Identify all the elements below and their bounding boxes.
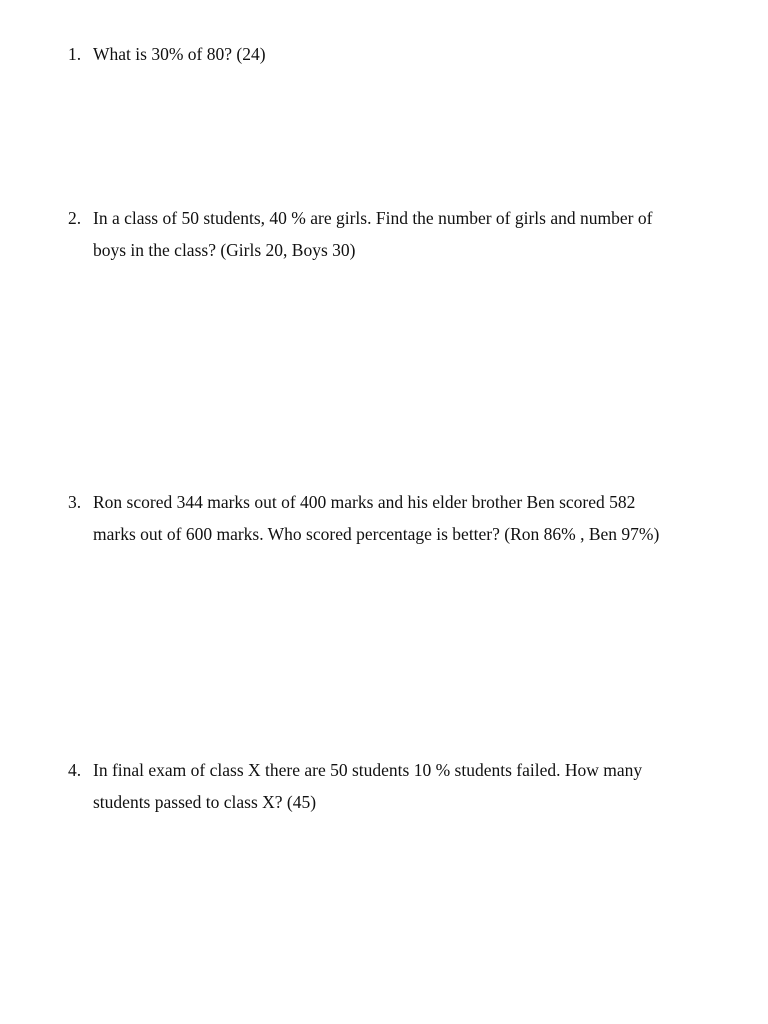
question-text: In final exam of class X there are 50 students 10 % students failed. How many students passed to class X? (45) bbox=[93, 760, 643, 812]
question-text: Ron scored 344 marks out of 400 marks and his elder brother Ben scored 582 marks out of 600 marks. Who scored percentage is better? (Ron 86% , Ben 97%) bbox=[93, 492, 660, 544]
question-3 bbox=[68, 487, 728, 550]
question-number: 2. bbox=[68, 208, 82, 228]
question-number: 1. bbox=[68, 44, 82, 64]
question-text: In a class of 50 students, 40 % are girls. Find the number of girls and number of boys in the class? (Girls 20, Boys 30) bbox=[93, 208, 653, 260]
question-text: What is 30% of 80? (24) bbox=[93, 44, 266, 64]
question-4 bbox=[68, 755, 728, 818]
question-number: 4. bbox=[68, 760, 82, 780]
question-1 bbox=[68, 39, 728, 71]
question-2 bbox=[68, 203, 728, 266]
question-number: 3. bbox=[68, 492, 82, 512]
